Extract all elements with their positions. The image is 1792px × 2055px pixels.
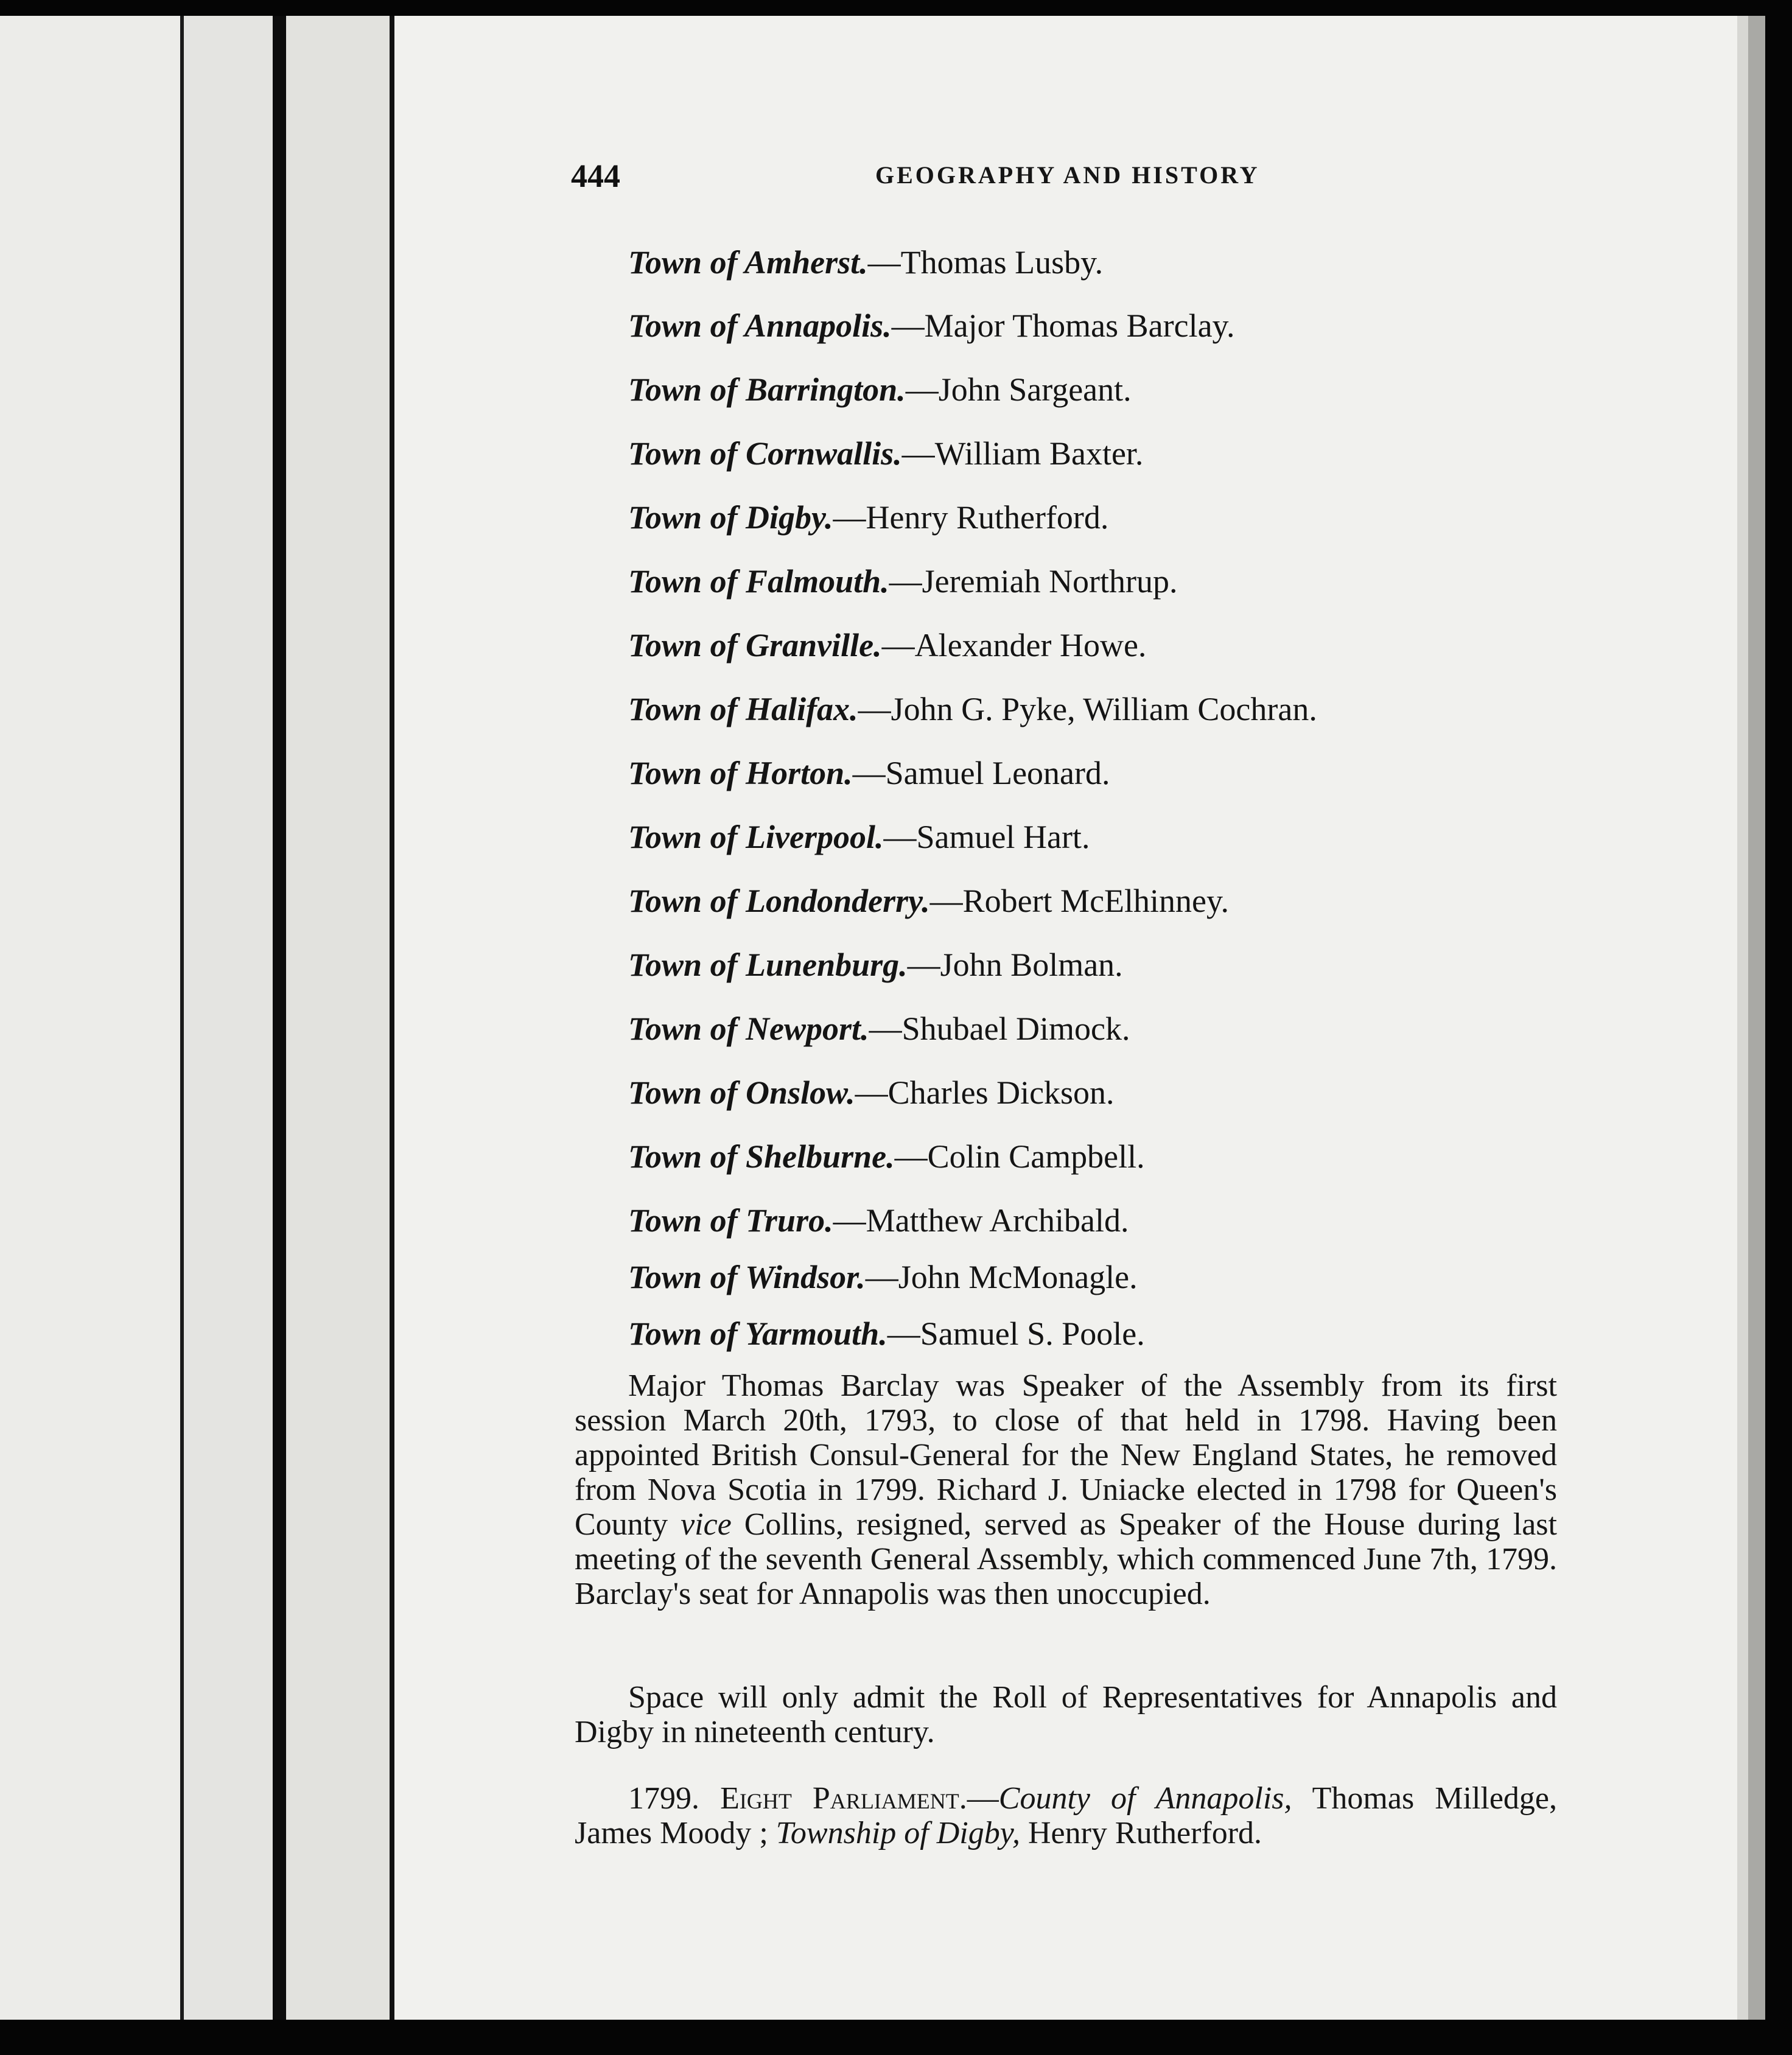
list-item: Town of Newport.—Shubael Dimock. xyxy=(628,1010,1130,1047)
list-item: Town of Onslow.—Charles Dickson. xyxy=(628,1074,1115,1111)
list-item: Town of Horton.—Samuel Leonard. xyxy=(628,755,1110,791)
entry-label: Town of Shelburne. xyxy=(628,1138,895,1175)
entry-label: Town of Onslow. xyxy=(628,1074,855,1111)
left-margin-strip xyxy=(0,16,180,2020)
list-item: Town of Shelburne.—Colin Campbell. xyxy=(628,1138,1145,1175)
entry-names: Samuel Leonard. xyxy=(885,755,1110,791)
entry-names: John Sargeant. xyxy=(938,371,1132,408)
entry-names: Robert McElhinney. xyxy=(962,883,1229,919)
section-heading: Eight Parliament. xyxy=(720,1781,967,1816)
entry-names: Henry Rutherford. xyxy=(866,499,1109,536)
entry-names: Samuel S. Poole. xyxy=(920,1315,1145,1352)
book-page xyxy=(394,16,1737,2020)
entry-label: Town of Horton. xyxy=(628,755,853,791)
entry-names: Major Thomas Barclay. xyxy=(924,307,1235,344)
entry-label: Town of Yarmouth. xyxy=(628,1315,887,1352)
entry-label: Town of Cornwallis. xyxy=(628,435,902,472)
list-item: Town of Liverpool.—Samuel Hart. xyxy=(628,819,1090,855)
page-number: 444 xyxy=(571,158,620,194)
left-margin-strip xyxy=(286,16,390,2020)
entry-label: Town of Barrington. xyxy=(628,371,906,408)
entry-names: Matthew Archibald. xyxy=(866,1202,1129,1239)
entry-label: Town of Falmouth. xyxy=(628,563,889,600)
entry-names: Colin Campbell. xyxy=(927,1138,1145,1175)
entry-label: Town of Lunenburg. xyxy=(628,947,908,983)
entry-names: Thomas Lusby. xyxy=(900,244,1104,281)
frame-top-border xyxy=(0,0,1792,16)
entry-names: Samuel Hart. xyxy=(916,819,1090,855)
entry-label: Town of Digby. xyxy=(628,499,833,536)
entry-names: John G. Pyke, William Cochran. xyxy=(891,691,1317,727)
list-item: Town of Granville.—Alexander Howe. xyxy=(628,627,1147,663)
page-edge xyxy=(1748,16,1765,2020)
entry-names: John Bolman. xyxy=(940,947,1123,983)
list-item: Town of Yarmouth.—Samuel S. Poole. xyxy=(628,1315,1145,1352)
divider-line xyxy=(273,16,286,2020)
entry-label: Town of Newport. xyxy=(628,1010,869,1047)
list-item: Town of Truro.—Matthew Archibald. xyxy=(628,1202,1129,1239)
entry-names: Charles Dickson. xyxy=(887,1074,1115,1111)
entry-names: John McMonagle. xyxy=(898,1259,1138,1295)
body-paragraph: Major Thomas Barclay was Speaker of the Assembly from its first session March 20th, 1793, to close of that held in 1798. Having been appointed British Consul-General for the New England States, he removed from Nova Scotia in 1799. Richard J. Uniacke elected in 1798 for Queen's County vice Collins, resigned, served as Speaker of the House during last meeting of the seventh General Assembly, which commenced June 7th, 1799. Barclay's seat for Annapolis was then unoccupied. xyxy=(575,1368,1557,1611)
list-item: Town of Cornwallis.—William Baxter. xyxy=(628,435,1144,472)
entry-label: Town of Halifax. xyxy=(628,691,858,727)
body-paragraph: 1799. Eight Parliament.—County of Annapolis, Thomas Milledge, James Moody ; Township of Digby, Henry Rutherford. xyxy=(575,1781,1557,1850)
body-paragraph: Space will only admit the Roll of Representatives for Annapolis and Digby in nineteenth century. xyxy=(575,1680,1557,1749)
page-edge xyxy=(1737,16,1748,2020)
divider-line xyxy=(390,16,394,2020)
entry-names: Shubael Dimock. xyxy=(901,1010,1130,1047)
list-item: Town of Amherst.—Thomas Lusby. xyxy=(628,244,1104,281)
entry-label: Town of Amherst. xyxy=(628,244,868,281)
frame-bottom-border xyxy=(0,2020,1792,2055)
entry-names: Jeremiah Northrup. xyxy=(922,563,1178,600)
list-item: Town of Halifax.—John G. Pyke, William Cochran. xyxy=(628,691,1317,727)
entry-names: William Baxter. xyxy=(934,435,1144,472)
frame-right-border xyxy=(1765,0,1792,2055)
left-margin-strip xyxy=(184,16,273,2020)
entry-label: Town of Liverpool. xyxy=(628,819,884,855)
entry-label: Town of Londonderry. xyxy=(628,883,930,919)
list-item: Town of Lunenburg.—John Bolman. xyxy=(628,947,1123,983)
list-item: Town of Falmouth.—Jeremiah Northrup. xyxy=(628,563,1178,600)
entry-names: Alexander Howe. xyxy=(914,627,1147,663)
entry-label: Town of Truro. xyxy=(628,1202,833,1239)
entry-label: Town of Windsor. xyxy=(628,1259,866,1295)
list-item: Town of Annapolis.—Major Thomas Barclay. xyxy=(628,307,1235,344)
list-item: Town of Barrington.—John Sargeant. xyxy=(628,371,1132,408)
running-title: GEOGRAPHY AND HISTORY xyxy=(875,161,1260,189)
list-item: Town of Windsor.—John McMonagle. xyxy=(628,1259,1138,1295)
entry-label: Town of Annapolis. xyxy=(628,307,892,344)
list-item: Town of Londonderry.—Robert McElhinney. xyxy=(628,883,1229,919)
list-item: Town of Digby.—Henry Rutherford. xyxy=(628,499,1109,536)
entry-label: Town of Granville. xyxy=(628,627,882,663)
